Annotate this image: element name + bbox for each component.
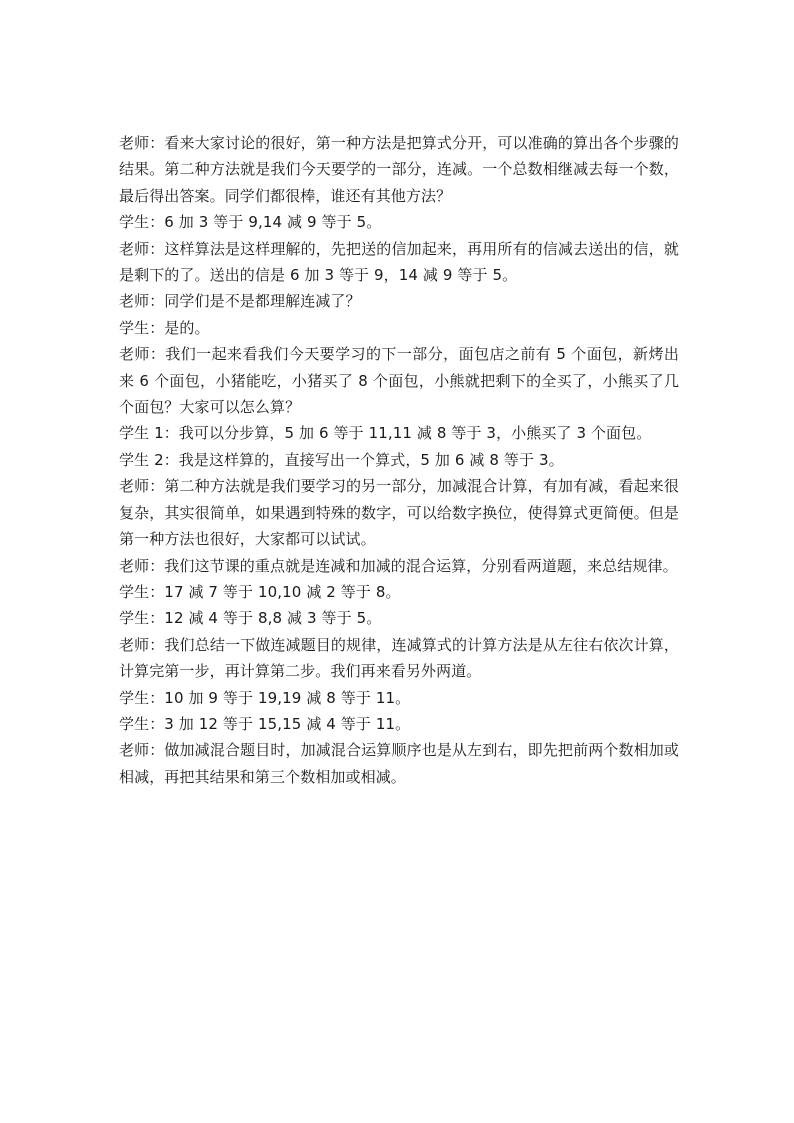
paragraph: 学生：10 加 9 等于 19,19 减 8 等于 11。 bbox=[119, 688, 411, 707]
paragraph: 学生：3 加 12 等于 15,15 减 4 等于 11。 bbox=[119, 714, 411, 733]
paragraph: 学生：6 加 3 等于 9,14 减 9 等于 5。 bbox=[119, 213, 382, 232]
paragraph: 学生 2：我是这样算的，直接写出一个算式，5 加 6 减 8 等于 3。 bbox=[119, 450, 564, 469]
paragraph: 学生：是的。 bbox=[119, 318, 210, 337]
paragraph: 老师：我们这节课的重点就是连减和加减的混合运算，分别看两道题，来总结规律。 bbox=[119, 556, 678, 575]
paragraph: 学生：17 减 7 等于 10,10 减 2 等于 8。 bbox=[119, 582, 401, 601]
paragraph: 老师：做加减混合题目时，加减混合运算顺序也是从左到右，即先把前两个数相加或相减，再把其结果和第三个数相加或相减。 bbox=[119, 741, 679, 786]
paragraph: 老师：看来大家讨论的很好，第一种方法是把算式分开，可以准确的算出各个步骤的结果。第二种方法就是我们今天要学的一部分，连减。一个总数相继减去每一个数，最后得出答案。同学们都很棒，谁还有其他方法？ bbox=[119, 134, 679, 205]
paragraph: 学生 1：我可以分步算，5 加 6 等于 11,11 减 8 等于 3，小熊买了 3 个面包。 bbox=[119, 424, 652, 443]
paragraph: 老师：第二种方法就是我们要学习的另一部分，加减混合计算，有加有减，看起来很复杂，其实很简单，如果遇到特殊的数字，可以给数字换位，使得算式更简便。但是第一种方法也很好，大家都可以试试。 bbox=[119, 477, 679, 549]
paragraph: 老师：同学们是不是都理解连减了？ bbox=[119, 292, 361, 311]
paragraph: 学生：12 减 4 等于 8,8 减 3 等于 5。 bbox=[119, 609, 382, 628]
document-body bbox=[119, 130, 679, 790]
paragraph: 老师：我们总结一下做连减题目的规律，连减算式的计算方法是从左往右依次计算，计算完第一步，再计算第二步。我们再来看另外两道。 bbox=[119, 635, 679, 681]
paragraph: 老师：这样算法是这样理解的，先把送的信加起来，再用所有的信减去送出的信，就是剩下的了。送出的信是 6 加 3 等于 9，14 减 9 等于 5。 bbox=[119, 239, 679, 285]
paragraph: 老师：我们一起来看我们今天要学习的下一部分，面包店之前有 5 个面包，新烤出来 6 个面包，小猪能吃，小猪买了 8 个面包，小熊就把剩下的全买了，小熊买了几个面包？大家可以怎么算？ bbox=[119, 345, 679, 417]
